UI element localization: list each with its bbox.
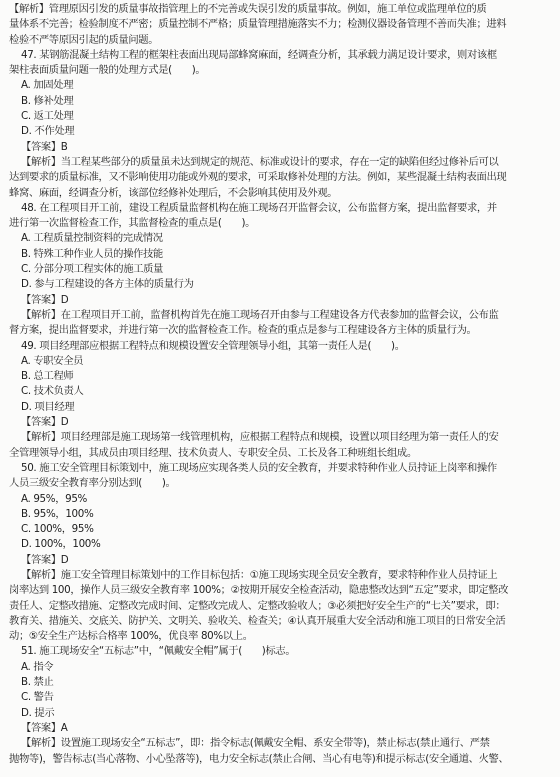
- text-line: B. 修补处理: [21, 94, 74, 107]
- text-line: D. 项目经理: [21, 400, 75, 413]
- text-line: 人员三级安全教育率分别达到( )。: [9, 477, 176, 490]
- text-line: 【答案】D: [21, 416, 69, 429]
- text-line: 【答案】A: [21, 721, 68, 734]
- text-line: A. 加固处理: [21, 79, 74, 92]
- text-line: C. 技术负责人: [21, 385, 84, 398]
- text-line: 督方案，提出监督要求，并进行第一次的监督检查工作。检查的重点是参与工程建设各方主体的质量行为。: [9, 324, 477, 337]
- text-line: B. 禁止: [21, 676, 54, 689]
- text-line: B. 95%，100%: [21, 507, 94, 520]
- text-line: B. 特殊工种作业人员的操作技能: [21, 247, 163, 260]
- text-line: A. 指令: [21, 660, 54, 673]
- text-line: 【答案】B: [21, 140, 68, 153]
- text-line: 【解析】管理原因引发的质量事故指管理上的不完善或失误引发的质量事故。例如，施工单位或监理单位的质: [9, 3, 487, 15]
- text-line: 47. 某钢筋混凝土结构工程的框架柱表面出现局部蜂窝麻面，经调查分析，其承载力满足设计要求，则对该框: [21, 48, 497, 61]
- text-line: C. 警告: [21, 691, 54, 704]
- text-line: 49. 项目经理部应根据工程特点和规模设置安全管理领导小组，其第一责任人是( )。: [21, 339, 405, 352]
- text-line: D. 不作处理: [21, 125, 75, 138]
- text-line: D. 提示: [21, 706, 55, 719]
- text-line: 51. 施工现场安全“五标志”中，“佩戴安全帽”属于( )标志。: [21, 645, 296, 658]
- text-line: 【解析】当工程某些部分的质量虽未达到规定的规范、标准或设计的要求，存在一定的缺陷但经过修补后可以: [21, 155, 499, 168]
- text-line: 架柱表面质量问题一般的处理方式是( )。: [9, 64, 206, 77]
- text-line: 量体系不完善；检验制度不严密；质量控制不严格；质量管理措施落实不力；检测仪器设备管理不善而失准；进料: [9, 18, 507, 31]
- text-line: 责任人、定整改措施、定整改完成时间、定整改完成人、定整改验收人；③必须把好安全生产的“七关”要求，即：: [9, 599, 506, 612]
- text-line: 蜂窝、麻面，经调查分析，该部位经修补处理后，不会影响其使用及外观。: [9, 186, 338, 199]
- text-line: D. 100%，100%: [21, 538, 101, 551]
- text-line: 【答案】D: [21, 293, 69, 306]
- text-line: A. 工程质量控制资料的完成情况: [21, 232, 163, 245]
- text-line: 动；⑤安全生产达标合格率 100%，优良率 80%以上。: [9, 630, 253, 643]
- text-line: C. 分部分项工程实体的施工质量: [21, 263, 163, 276]
- text-line: 【答案】D: [21, 553, 69, 566]
- text-line: 进行第一次监督检查工作，其监督检查的重点是( )。: [9, 217, 256, 230]
- text-line: 教育关、措施关、交底关、防护关、文明关、验收关、检查关；④认真开展重大安全活动和施工项目的日常安全活: [9, 614, 506, 627]
- text-line: C. 返工处理: [21, 110, 74, 123]
- document-body: [9, 2, 554, 767]
- text-line: 【解析】施工安全管理目标策划中的工作目标包括：①施工现场实现全员安全教育，要求特种作业人员持证上: [21, 568, 498, 581]
- text-line: 50. 施工安全管理目标策划中，施工现场应实现各类人员的安全教育，并要求特种作业人员持证上岗率和操作: [21, 461, 497, 474]
- text-line: D. 参与工程建设的各方主体的质量行为: [21, 278, 194, 291]
- text-line: 48. 在工程项目开工前，建设工程质量监督机构在施工现场召开监督会议，公布监督方案，提出监督要求，并: [21, 201, 497, 214]
- text-line: B. 总工程师: [21, 370, 74, 383]
- text-line: 检验不严等原因引起的质量问题。: [9, 33, 159, 46]
- text-line: 【解析】项目经理部是施工现场第一线管理机构，应根据工程特点和规模，设置以项目经理为第一责任人的安: [21, 431, 499, 444]
- text-line: 全管理领导小组，其成员由项目经理、技术负责人、专职安全员、工长及各工种班组长组成。: [9, 446, 417, 459]
- text-line: 达到要求的质量标准，又不影响使用功能或外观的要求，可采取修补处理的方法。例如，某些混凝土结构表面出现: [9, 171, 507, 184]
- text-line: 【解析】设置施工现场安全“五标志”，即：指令标志(佩戴安全帽、系安全带等)，禁止标志(禁止通行、严禁: [21, 737, 490, 750]
- text-line: 抛物等)，警告标志(当心落物、小心坠落等)，电力安全标志(禁止合闸、当心有电等)和提示标志(安全通道、火警、: [9, 752, 509, 765]
- text-line: A. 95%，95%: [21, 492, 87, 505]
- text-line: 【解析】在工程项目开工前，监督机构首先在施工现场召开由参与工程建设各方代表参加的监督会议，公布监: [21, 308, 499, 321]
- text-line: C. 100%，95%: [21, 523, 94, 536]
- text-line: A. 专职安全员: [21, 354, 84, 367]
- text-line: 岗率达到 100，操作人员三级安全教育率 100%；②按期开展安全检查活动，隐患整改达到“五定”要求，即定整改: [9, 584, 509, 597]
